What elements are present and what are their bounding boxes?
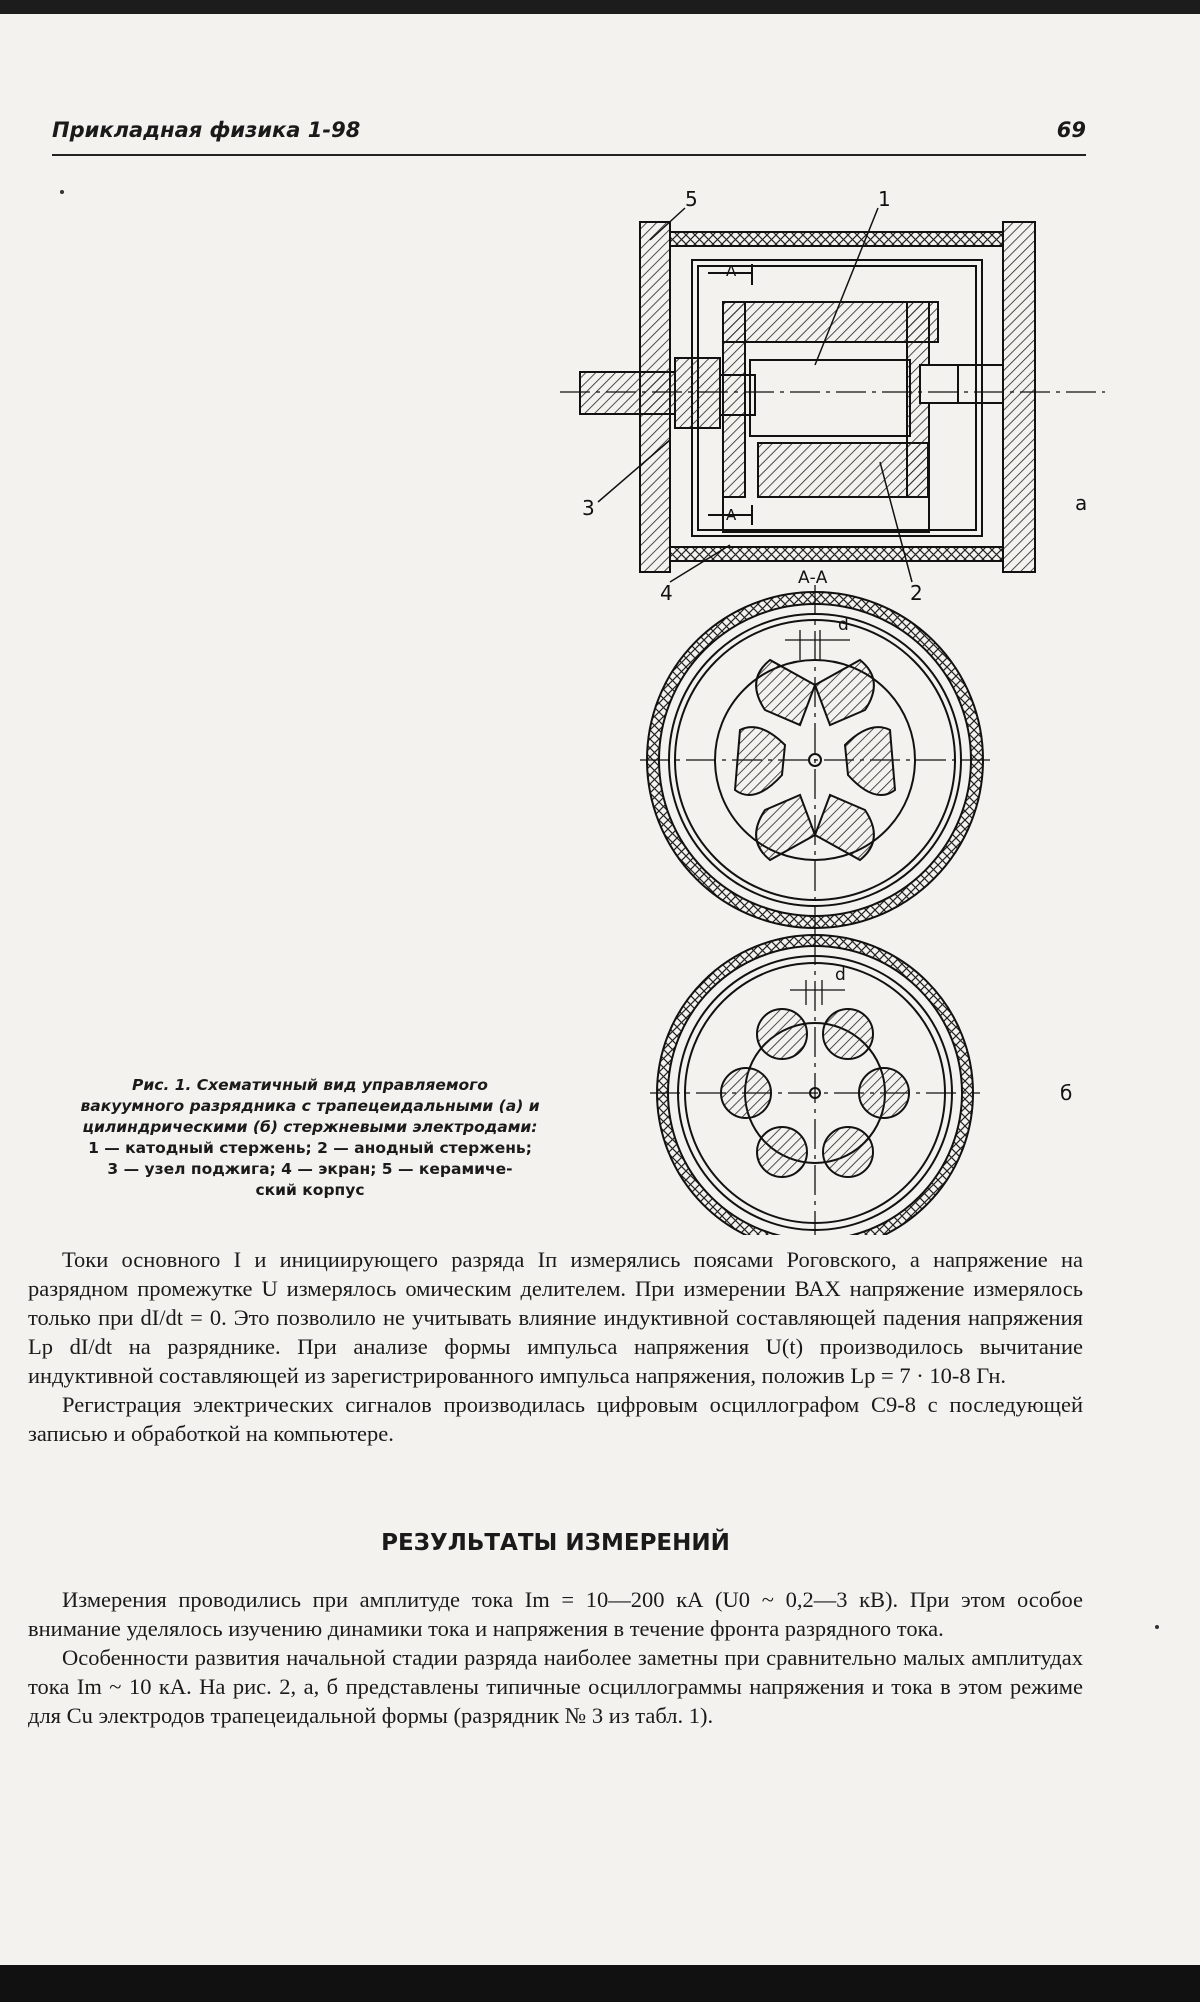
scan-top-edge <box>0 0 1200 14</box>
scan-bottom-edge <box>0 1965 1200 2002</box>
paragraph: Токи основного I и инициирующего разряда Iп измерялись поясами Роговского, а напряжение на разрядном промежутке U измерялось омическим делителем. При измерении ВАХ напряжение измерялось только при dI/dt = 0. Это позволило не учитывать влияние индуктивной составляющей падения напряжения Lр dI/dt на разряднике. При анализе формы импульса напряжения U(t) производилось вычитание индуктивной составляющей из зарегистрированного импульса напряжения, положив Lр = 7 · 10-8 Гн. <box>28 1247 1083 1388</box>
paragraph: Измерения проводились при амплитуде тока Im = 10—200 кА (U0 ~ 0,2—3 кВ). При этом особое внимание уделялось изучению динамики тока и напряжения в течение фронта разрядного тока. <box>28 1587 1083 1641</box>
journal-title: Прикладная физика 1-98 <box>52 118 361 142</box>
cross-section-trapezoidal <box>640 585 990 935</box>
figure-1 <box>560 190 1110 1235</box>
label-1: 1 <box>878 190 891 211</box>
paragraph: Регистрация электрических сигналов производилась цифровым осциллографом С9-8 с последующей записью и обработкой на компьютере. <box>28 1392 1083 1446</box>
label-2: 2 <box>910 581 923 605</box>
cross-section-cylindrical <box>650 935 980 1235</box>
results-text <box>28 1585 1083 1730</box>
label-5: 5 <box>685 190 698 211</box>
section-mark-bottom: А <box>726 506 737 524</box>
figure-caption <box>50 1075 570 1201</box>
label-b: б <box>1060 1081 1073 1105</box>
page-number: 69 <box>1056 118 1086 142</box>
measurement-methods-text <box>28 1245 1083 1448</box>
scan-speck <box>1155 1625 1159 1629</box>
scan-speck <box>60 190 64 194</box>
caption-line: 1 — катодный стержень; 2 — анодный стержень; <box>88 1139 532 1157</box>
label-a: а <box>1075 491 1088 515</box>
section-heading: РЕЗУЛЬТАТЫ ИЗМЕРЕНИЙ <box>381 1530 730 1556</box>
caption-line: ский корпус <box>255 1181 365 1199</box>
gap-d-label-a: d <box>838 615 849 635</box>
label-4: 4 <box>660 581 673 605</box>
section-aa-label: А-А <box>798 568 828 588</box>
caption-line: цилиндрическими (б) стержневыми электродами: <box>82 1118 538 1136</box>
paragraph: Особенности развития начальной стадии разряда наиболее заметны при сравнительно малых амплитудах тока Im ~ 10 кА. На рис. 2, а, б представлены типичные осциллограммы напряжения и тока в этом режиме для Cu электродов трапецеидальной формы (разрядник № 3 из табл. 1). <box>28 1645 1083 1728</box>
gap-d-label-b: d <box>835 965 846 985</box>
side-view-a <box>560 222 1105 572</box>
label-3: 3 <box>582 496 595 520</box>
section-mark-top: А <box>726 262 737 280</box>
running-header <box>52 118 1086 156</box>
caption-line: 3 — узел поджига; 4 — экран; 5 — керамиче- <box>107 1160 513 1178</box>
figure-1-drawing <box>560 190 1110 1235</box>
caption-line: вакуумного разрядника с трапецеидальными (а) и <box>80 1097 540 1115</box>
caption-line: Рис. 1. Схематичный вид управляемого <box>132 1076 488 1094</box>
